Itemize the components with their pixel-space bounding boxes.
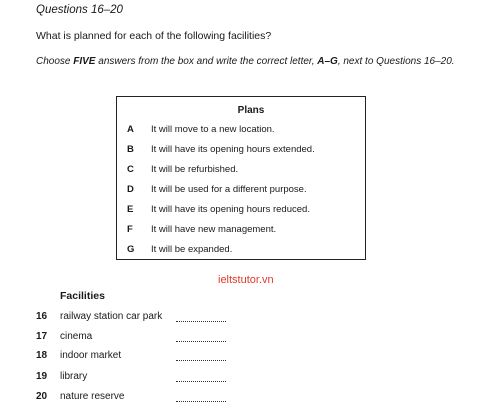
answer-blank-16[interactable] — [176, 311, 226, 322]
question-number: 20 — [36, 391, 48, 402]
facilities-heading: Facilities — [60, 290, 105, 302]
plan-text: It will have its opening hours extended. — [151, 144, 315, 155]
plan-option-e — [127, 203, 310, 217]
facility-row-18 — [36, 349, 121, 363]
facility-name: indoor market — [60, 350, 122, 361]
facility-name: railway station car park — [60, 311, 163, 322]
plan-text: It will be refurbished. — [151, 164, 239, 175]
instruction-five: FIVE — [73, 56, 96, 67]
facility-name: nature reserve — [60, 391, 125, 402]
answer-blank-20[interactable] — [176, 391, 226, 402]
instruction-post: , next to Questions 16–20. — [337, 56, 455, 67]
facility-row-20 — [36, 390, 124, 404]
plan-text: It will have its opening hours reduced. — [151, 204, 310, 215]
facility-name: cinema — [60, 331, 93, 342]
plan-letter: F — [127, 224, 133, 235]
facility-row-19 — [36, 370, 87, 384]
facility-name: library — [60, 371, 88, 382]
plans-title: Plans — [237, 105, 265, 116]
instruction-text — [36, 55, 456, 68]
instruction-mid: answers from the box and write the correct letter, — [95, 56, 318, 67]
plan-letter: C — [127, 164, 134, 175]
plan-text: It will be expanded. — [151, 244, 233, 255]
plan-text: It will have new management. — [151, 224, 277, 235]
plan-option-b — [127, 143, 315, 157]
plan-option-d — [127, 183, 307, 197]
instruction-range: A–G — [317, 56, 338, 67]
plans-box — [116, 96, 366, 260]
facility-row-17 — [36, 330, 92, 344]
plan-letter: E — [127, 204, 134, 215]
question-number: 16 — [36, 311, 48, 322]
plan-text: It will be used for a different purpose. — [151, 184, 307, 195]
section-title: Questions 16–20 — [36, 4, 123, 16]
plan-letter: B — [127, 144, 134, 155]
question-text: What is planned for each of the following facilities? — [36, 30, 272, 42]
plan-letter: A — [127, 124, 134, 135]
plan-option-g — [127, 243, 232, 257]
facility-row-16 — [36, 310, 162, 324]
question-number: 18 — [36, 350, 48, 361]
answer-blank-18[interactable] — [176, 350, 226, 361]
question-number: 19 — [36, 371, 48, 382]
plan-option-c — [127, 163, 238, 177]
instruction-pre: Choose — [36, 56, 74, 67]
plan-option-f — [127, 223, 276, 237]
watermark-text: ieltstutor.vn — [218, 274, 274, 286]
question-number: 17 — [36, 331, 48, 342]
plan-letter: D — [127, 184, 134, 195]
answer-blank-17[interactable] — [176, 331, 226, 342]
plan-letter: G — [127, 244, 135, 255]
plan-option-a — [127, 123, 275, 137]
answer-blank-19[interactable] — [176, 371, 226, 382]
plan-text: It will move to a new location. — [151, 124, 275, 135]
